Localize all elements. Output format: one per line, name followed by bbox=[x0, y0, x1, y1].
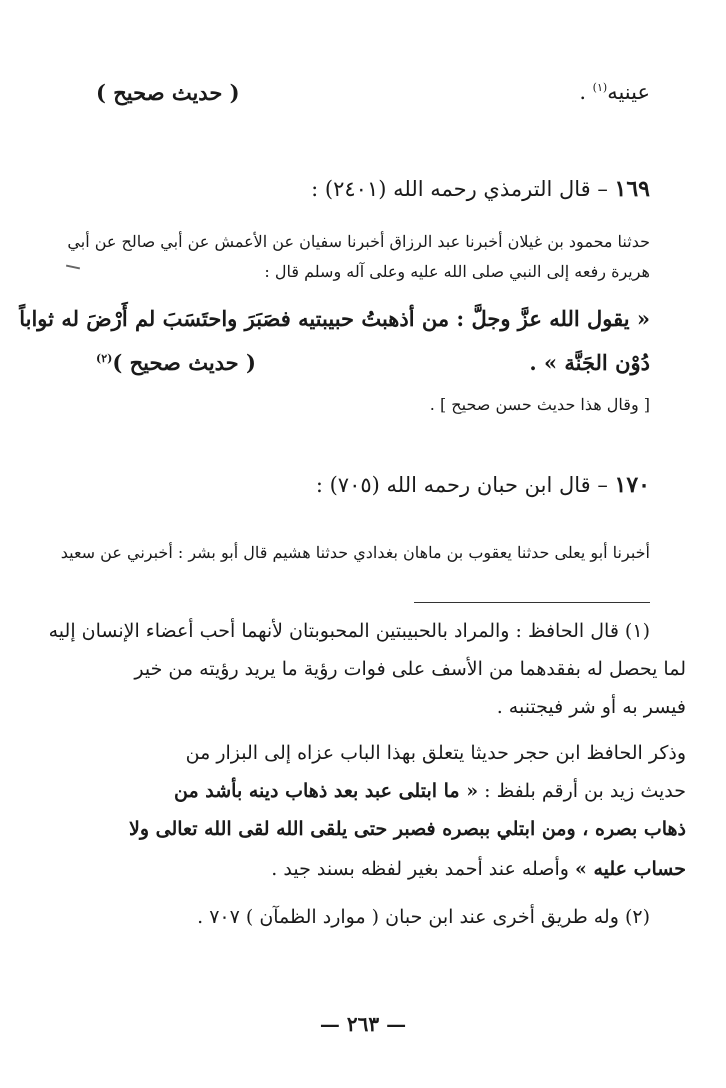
hadith-text-line: « يقول الله عزَّ وجلَّ : من أذهبتُ حبيبتيه فصَبَرَ واحتَسَبَ لم أَرْضَ له ثواباً bbox=[19, 306, 650, 331]
margin-mark bbox=[66, 265, 80, 270]
grade-label-top: ( حديث صحيح ) bbox=[96, 80, 240, 105]
quoted-hadith: حساب عليه » bbox=[574, 858, 686, 880]
grade-text: ( حديث صحيح ) bbox=[112, 350, 256, 375]
page-number: — ٢٦٣ — bbox=[319, 1012, 407, 1036]
footnote-line: وذكر الحافظ ابن حجر حديثا يتعلق بهذا الباب عزاه إلى البزار من bbox=[185, 742, 686, 764]
hadith-source: – قال الترمذي رحمه الله (٢٤٠١) : bbox=[311, 177, 608, 201]
hadith-number: ١٦٩ bbox=[614, 176, 650, 202]
hadith-source: – قال ابن حبان رحمه الله (٧٠٥) : bbox=[315, 473, 608, 497]
footnote-text: حديث زيد بن أرقم بلفظ : bbox=[478, 780, 686, 802]
footnote-line: (١) قال الحافظ : والمراد بالحبيبتين المحبوبتان لأنهما أحب أعضاء الإنسان إليه bbox=[48, 620, 650, 642]
continuation-text: عينيه bbox=[607, 80, 650, 104]
hadith-number: ١٧٠ bbox=[614, 472, 650, 498]
hadith-text-line: دُوْن الجَنَّة » . bbox=[529, 350, 650, 375]
footnote-line: لما يحصل له بفقدهما من الأسف على فوات رؤية ما يريد رؤيته من خير bbox=[134, 658, 686, 680]
footnote-line bbox=[271, 858, 686, 880]
isnad-line: أخبرنا أبو يعلى حدثنا يعقوب بن ماهان بغدادي حدثنا هشيم قال أبو بشر : أخبرني عن سعيد bbox=[60, 543, 650, 562]
footnote-separator bbox=[414, 602, 650, 603]
grade-label bbox=[96, 350, 256, 375]
quoted-hadith: « ما ابتلى عبد بعد ذهاب دينه بأشد من bbox=[174, 780, 479, 802]
footnote-line: فيسر به أو شر فيجتنبه . bbox=[496, 696, 686, 718]
hadith-170-heading bbox=[316, 472, 650, 498]
isnad-line: هريرة رفعه إلى النبي صلى الله عليه وعلى آله وسلم قال : bbox=[264, 262, 650, 281]
footnote-line: (٢) وله طريق أخرى عند ابن حبان ( موارد الظمآن ) ٧٠٧ . bbox=[197, 906, 650, 928]
footnote-ref: (٢) bbox=[96, 352, 113, 365]
hadith-note: [ وقال هذا حديث حسن صحيح ] . bbox=[429, 395, 650, 414]
footnote-text: وأصله عند أحمد بغير لفظه بسند جيد . bbox=[271, 858, 575, 880]
isnad-line: حدثنا محمود بن غيلان أخبرنا عبد الرزاق أخبرنا سفيان عن الأعمش عن أبي صالح عن أبي bbox=[67, 232, 650, 251]
continuation-line: عينيه$^{(١)}$ . bbox=[579, 80, 650, 104]
quoted-hadith-line: ذهاب بصره ، ومن ابتلي ببصره فصبر حتى يلقى الله لقى الله تعالى ولا bbox=[129, 818, 686, 840]
hadith-169-heading bbox=[311, 176, 650, 202]
footnote-line bbox=[174, 780, 686, 802]
footnote-ref: (١) bbox=[592, 81, 608, 94]
